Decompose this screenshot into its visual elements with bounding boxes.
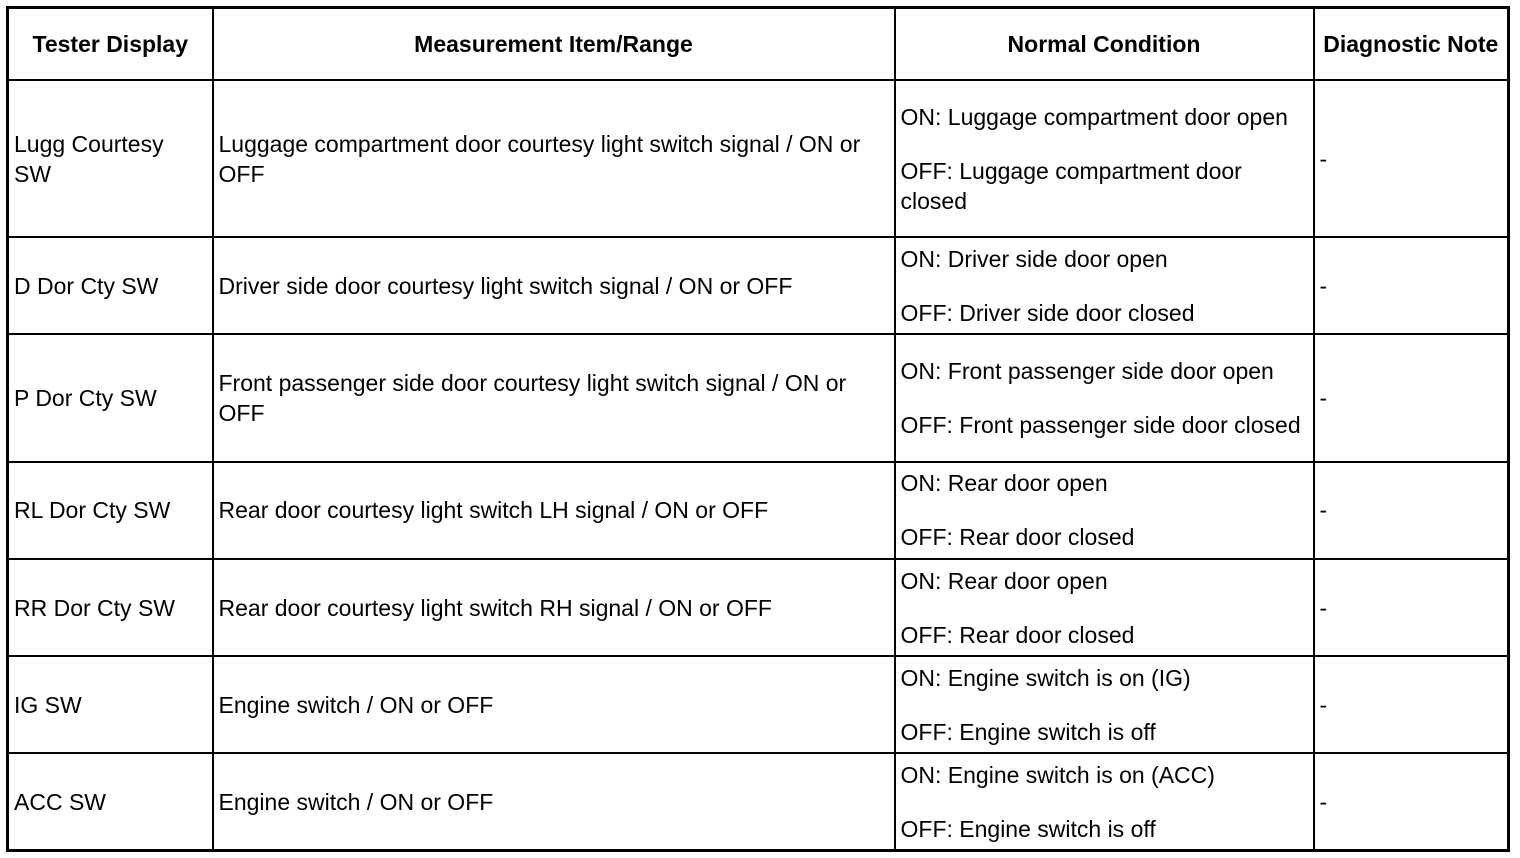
diagnostic-note-cell: - <box>1314 462 1509 559</box>
normal-condition-on: ON: Engine switch is on (IG) <box>900 664 1191 691</box>
normal-condition-cell <box>895 80 1314 237</box>
measurement-cell: Driver side door courtesy light switch signal / ON or OFF <box>213 237 895 334</box>
tester-display-cell: P Dor Cty SW <box>8 334 213 461</box>
diagnostic-note-cell: - <box>1314 237 1509 334</box>
normal-condition-off: OFF: Engine switch is off <box>900 718 1156 745</box>
tester-display-cell: IG SW <box>8 656 213 753</box>
diagnostic-note-cell: - <box>1314 656 1509 753</box>
measurement-cell: Engine switch / ON or OFF <box>213 753 895 850</box>
table-row <box>8 462 1509 559</box>
normal-condition-off: OFF: Rear door closed <box>900 621 1135 648</box>
table-row <box>8 753 1509 850</box>
normal-condition-cell <box>895 237 1314 334</box>
table-row <box>8 656 1509 753</box>
data-list-table <box>6 6 1510 852</box>
normal-condition-cell <box>895 656 1314 753</box>
table-row <box>8 237 1509 334</box>
normal-condition-on: ON: Luggage compartment door open <box>900 103 1288 130</box>
diagnostic-note-cell: - <box>1314 559 1509 656</box>
normal-condition-on: ON: Front passenger side door open <box>900 358 1274 385</box>
header-measurement-item: Measurement Item/Range <box>213 8 895 81</box>
tester-display-cell: ACC SW <box>8 753 213 850</box>
tester-display-cell: RR Dor Cty SW <box>8 559 213 656</box>
tester-display-cell: RL Dor Cty SW <box>8 462 213 559</box>
diagnostic-note-cell: - <box>1314 753 1509 850</box>
measurement-cell: Front passenger side door courtesy light switch signal / ON or OFF <box>213 334 895 461</box>
table-row <box>8 334 1509 461</box>
measurement-cell: Rear door courtesy light switch LH signal / ON or OFF <box>213 462 895 559</box>
tester-display-cell: Lugg Courtesy SW <box>8 80 213 237</box>
normal-condition-off: OFF: Driver side door closed <box>900 299 1195 326</box>
normal-condition-on: ON: Rear door open <box>900 470 1108 497</box>
diagnostic-note-cell: - <box>1314 80 1509 237</box>
table-header-row <box>8 8 1509 81</box>
measurement-cell: Luggage compartment door courtesy light switch signal / ON or OFF <box>213 80 895 237</box>
normal-condition-on: ON: Driver side door open <box>900 245 1168 272</box>
table-row <box>8 559 1509 656</box>
tester-display-cell: D Dor Cty SW <box>8 237 213 334</box>
normal-condition-off: OFF: Front passenger side door closed <box>900 412 1301 439</box>
header-tester-display: Tester Display <box>8 8 213 81</box>
normal-condition-on: ON: Rear door open <box>900 567 1108 594</box>
measurement-cell: Rear door courtesy light switch RH signal / ON or OFF <box>213 559 895 656</box>
normal-condition-off: OFF: Rear door closed <box>900 524 1135 551</box>
normal-condition-on: ON: Engine switch is on (ACC) <box>900 761 1215 788</box>
normal-condition-cell <box>895 559 1314 656</box>
normal-condition-cell <box>895 753 1314 850</box>
measurement-cell: Engine switch / ON or OFF <box>213 656 895 753</box>
header-diagnostic-note: Diagnostic Note <box>1314 8 1509 81</box>
table-row <box>8 80 1509 237</box>
normal-condition-cell <box>895 334 1314 461</box>
normal-condition-off: OFF: Luggage compartment door closed <box>900 157 1242 214</box>
diagnostic-note-cell: - <box>1314 334 1509 461</box>
normal-condition-cell <box>895 462 1314 559</box>
header-normal-condition: Normal Condition <box>895 8 1314 81</box>
normal-condition-off: OFF: Engine switch is off <box>900 815 1156 842</box>
